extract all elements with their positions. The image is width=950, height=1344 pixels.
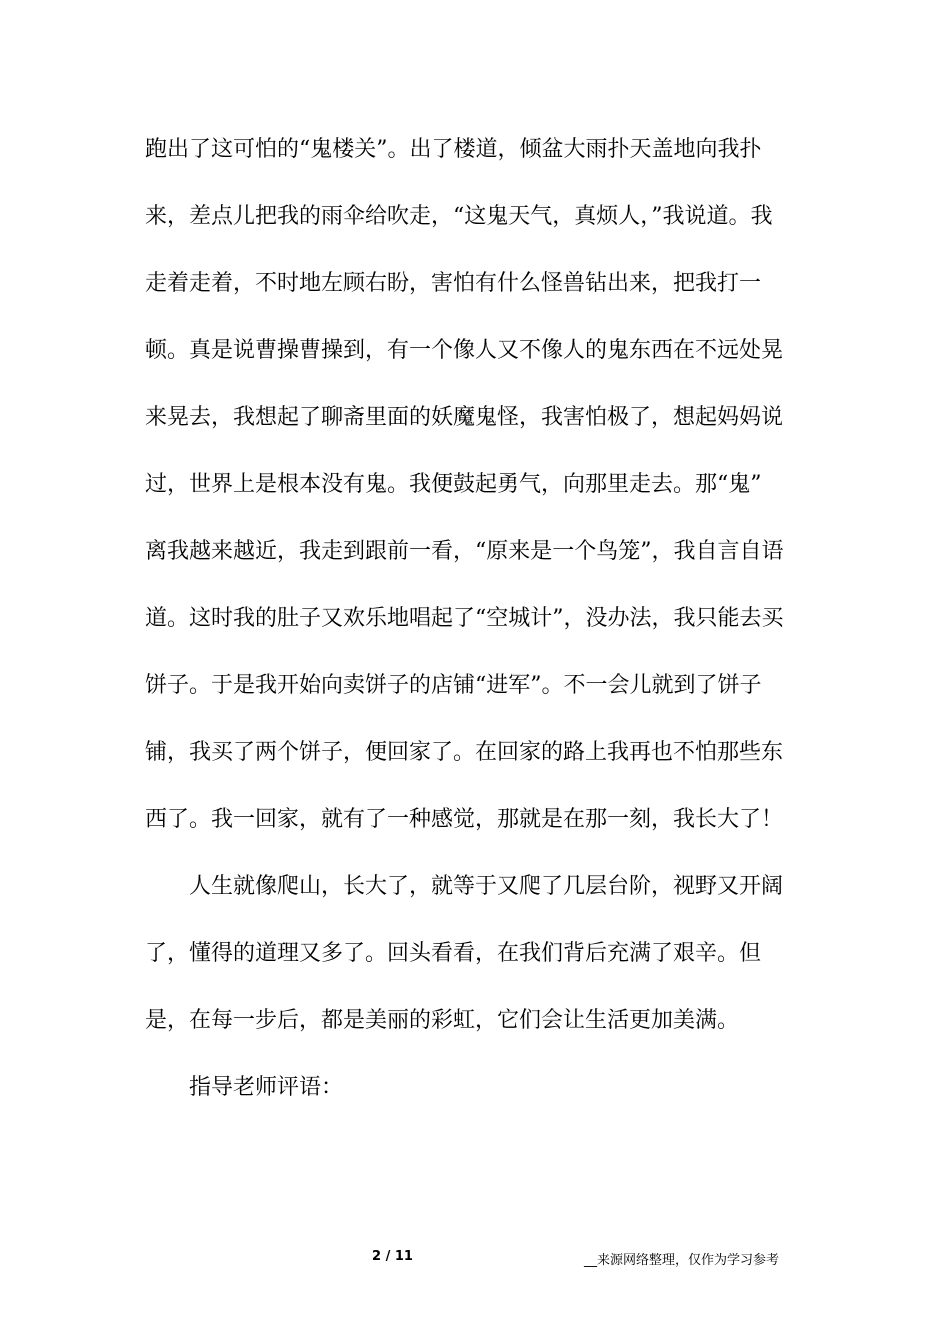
teacher-comment-heading: 指导老师评语： — [189, 1075, 344, 1100]
text-line: 顿。真是说曹操曹操到，有一个像人又不像人的鬼东西在不远处晃 — [145, 338, 784, 363]
text-line: 铺，我买了两个饼子，便回家了。在回家的路上我再也不怕那些东 — [145, 740, 784, 765]
page-number: 2 / 11 — [372, 1249, 413, 1264]
text-line: 离我越来越近，我走到跟前一看，“原来是一个鸟笼”，我自言自语 — [145, 539, 784, 564]
text-line: 来晃去，我想起了聊斋里面的妖魔鬼怪，我害怕极了，想起妈妈说 — [145, 405, 784, 430]
text-line: 跑出了这可怕的“鬼楼关”。出了楼道，倾盆大雨扑天盖地向我扑 — [145, 137, 762, 162]
text-line: 道。这时我的肚子又欢乐地唱起了“空城计”，没办法，我只能去买 — [145, 606, 784, 631]
text-line: 过，世界上是根本没有鬼。我便鼓起勇气，向那里走去。那“鬼” — [145, 472, 762, 497]
text-line: 了，懂得的道理又多了。回头看看，在我们背后充满了艰辛。但 — [145, 941, 762, 966]
paragraph-start-line: 人生就像爬山，长大了，就等于又爬了几层台阶，视野又开阔 — [189, 874, 784, 899]
text-line: 来，差点儿把我的雨伞给吹走，“这鬼天气，真烦人，”我说道。我 — [145, 204, 773, 229]
page-footer — [0, 1249, 950, 1273]
text-line: 饼子。于是我开始向卖饼子的店铺“进军”。不一会儿就到了饼子 — [145, 673, 762, 698]
essay-body — [145, 126, 810, 1131]
text-line: 是，在每一步后，都是美丽的彩虹，它们会让生活更加美满。 — [145, 1008, 740, 1033]
text-line: 西了。我一回家，就有了一种感觉，那就是在那一刻，我长大了！ — [145, 807, 784, 832]
source-note: __来源网络整理，仅作为学习参考 — [584, 1253, 780, 1268]
text-line: 走着走着，不时地左顾右盼，害怕有什么怪兽钻出来，把我打一 — [145, 271, 762, 296]
